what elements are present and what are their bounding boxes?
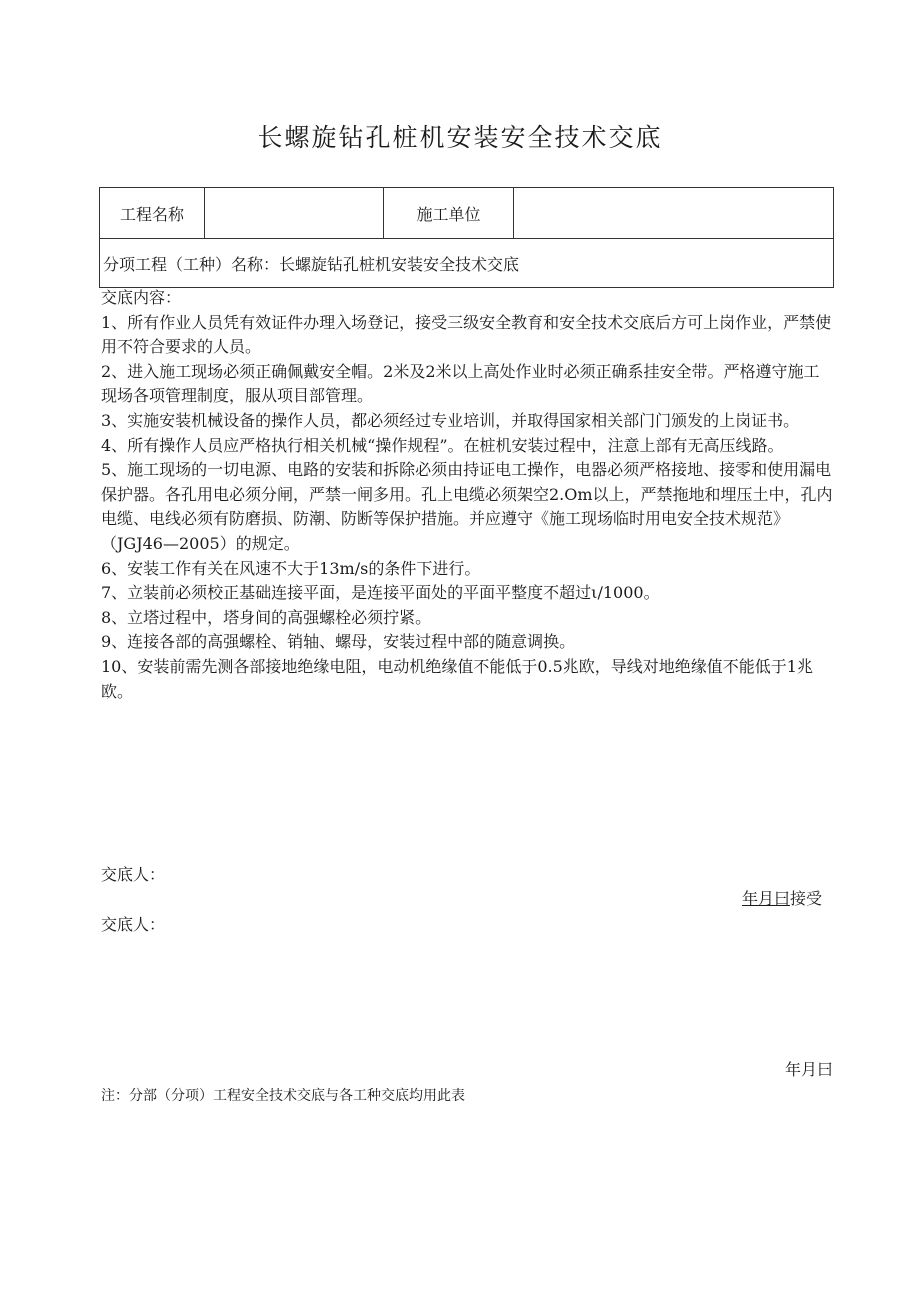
project-name-value — [205, 188, 384, 239]
accept-label: 接受 — [789, 889, 822, 908]
content-item-8: 8、立塔过程中，塔身间的高强螺栓必须拧紧。 — [101, 607, 432, 627]
footnote: 注：分部（分项）工程安全技术交底与各工种交底均用此表 — [101, 1088, 465, 1104]
construction-unit-label: 施工单位 — [384, 188, 514, 239]
content-item-4: 4、所有操作人员应严格执行相关机械“操作规程”。在桩机安装过程中，注意上部有无高压线路。 — [101, 435, 784, 455]
accept-date: 年月曰 — [741, 889, 790, 908]
content-item-6: 6、安装工作有关在风速不大于13m∕s的条件下进行。 — [101, 558, 481, 578]
content-heading: 交底内容： — [101, 288, 182, 307]
content-item-1: 1、所有作业人员凭有效证件办理入场登记，接受三级安全教育和安全技术交底后方可上岗作业，严禁使用不符合要求的人员。 — [101, 312, 832, 357]
content-item-9: 9、连接各部的高强螺栓、销轴、螺母，安装过程中部的随意调换。 — [101, 632, 576, 652]
disclosure-content — [101, 286, 834, 704]
content-item-5: 5、施工现场的一切电源、电路的安装和拆除必须由持证电工操作，电器必须严格接地、接零和使用漏电保护器。各孔用电必须分闸，严禁一闸多用。孔上电缆必须架空2.Om以上，严禁拖地和埋压土中，孔内电缆、电线必须有防磨损、防潮、防断等保护措施。并应遵守《施工现场临时用电安全技术规范》（JGJ46—2005）的规定。 — [101, 460, 833, 553]
content-item-3: 3、实施安装机械设备的操作人员，都必须经过专业培训，并取得国家相关部门门颁发的上岗证书。 — [101, 410, 800, 430]
discloser-signature-label: 交底人： — [101, 865, 166, 884]
bottom-date: 年月曰 — [784, 1060, 833, 1079]
construction-unit-value — [514, 188, 834, 239]
project-info-row — [100, 188, 834, 239]
content-item-2: 2、进入施工现场必须正确佩戴安全帽。2米及2米以上高处作业时必须正确系挂安全带。严格遵守施工现场各项管理制度，服从项目部管理。 — [101, 361, 820, 406]
subproject-name: 分项工程（工种）名称：长螺旋钻孔桩机安装安全技术交底 — [100, 239, 834, 288]
subproject-row — [100, 239, 834, 288]
content-item-7: 7、立装前必须校正基础连接平面，是连接平面处的平面平整度不超过ι∕1000。 — [101, 583, 660, 603]
recipient-signature-label: 交底人： — [101, 915, 166, 934]
accept-date-line — [742, 886, 822, 909]
content-item-10: 10、安装前需先测各部接地绝缘电阻，电动机绝缘值不能低于0.5兆欧，导线对地绝缘值不能低于1兆欧。 — [101, 656, 813, 701]
document-title: 长螺旋钻孔桩机安装安全技术交底 — [257, 123, 663, 152]
project-info-table — [99, 187, 834, 288]
project-name-label: 工程名称 — [100, 188, 205, 239]
